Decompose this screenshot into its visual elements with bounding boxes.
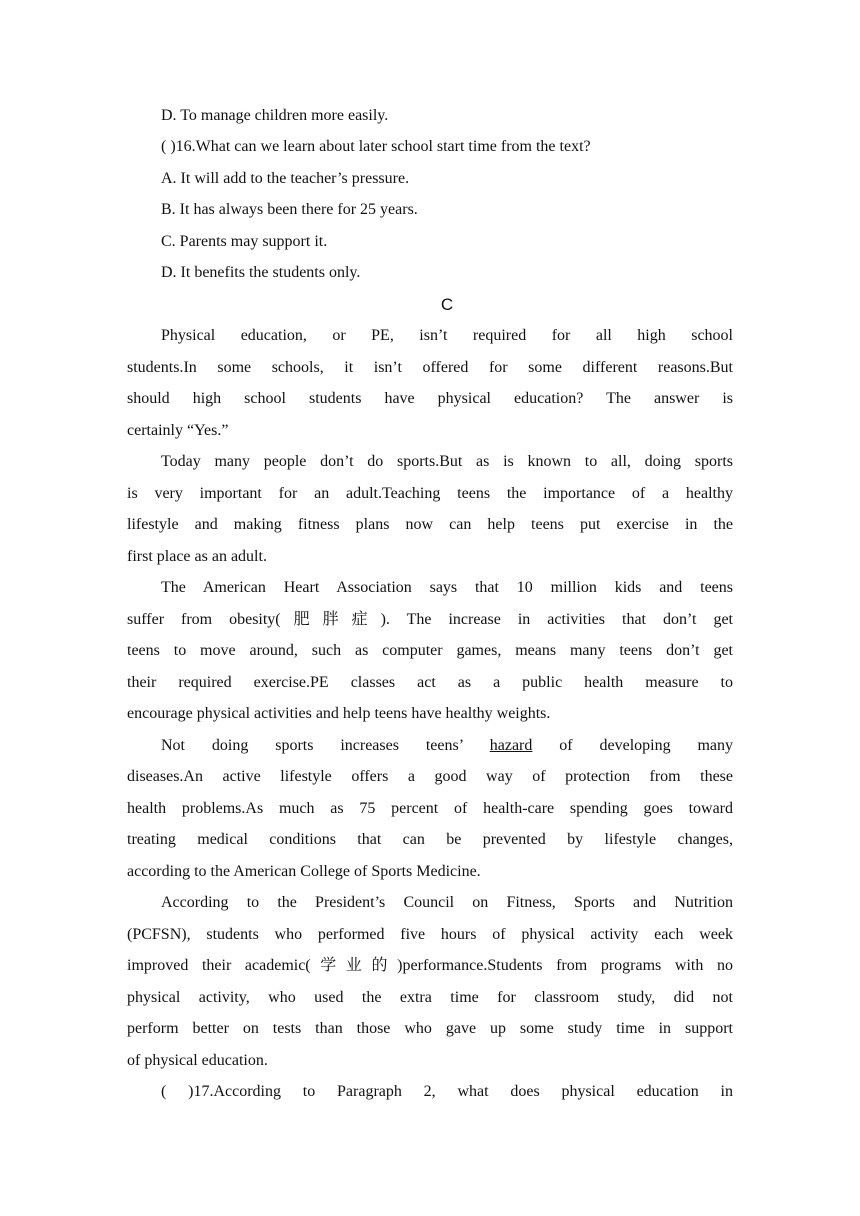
p2-line-1: Today many people don’t do sports.But as is known to all, doing sports	[161, 453, 733, 470]
p4-line-2: diseases.An active lifestyle offers a good way of protection from these	[127, 768, 733, 785]
p2-line-2: is very important for an adult.Teaching teens the importance of a healthy	[127, 485, 733, 502]
p3-line-2: suffer from obesity(肥胖症). The increase in activities that don’t get	[127, 611, 733, 628]
p2-line-3: lifestyle and making fitness plans now can help teens put exercise in the	[127, 516, 733, 533]
underlined-word-hazard: hazard	[489, 737, 533, 754]
p5-line-5: perform better on tests than those who gave up some study time in support	[127, 1020, 733, 1037]
q16-question	[161, 137, 591, 157]
q17-stem: 17.According to Paragraph 2, what does physical education in	[193, 1083, 733, 1100]
p5-line-4: physical activity, who used the extra time for classroom study, did not	[127, 989, 733, 1006]
section-heading: C	[440, 295, 454, 314]
p3-line-5: encourage physical activities and help teens have healthy weights.	[127, 705, 551, 722]
p3-line-3: teens to move around, such as computer games, means many teens don’t get	[127, 642, 733, 659]
p4-line-4: treating medical conditions that can be prevented by lifestyle changes,	[127, 831, 733, 848]
p3-line-1: The American Heart Association says that 10 million kids and teens	[161, 579, 733, 596]
p5-line-2: (PCFSN), students who performed five hours of physical activity each week	[127, 926, 733, 943]
p5-line-6: of physical education.	[127, 1052, 268, 1069]
p1-line-4: certainly “Yes.”	[127, 422, 229, 439]
p2-line-4: first place as an adult.	[127, 548, 267, 565]
p5-line-1: According to the President’s Council on Fitness, Sports and Nutrition	[161, 894, 733, 911]
answer-blank: ( )	[161, 138, 176, 155]
q16-option-d: D. It benefits the students only.	[161, 264, 361, 281]
p4-line-1-before: Not doing sports increases teens’	[161, 737, 463, 754]
p4-line-1	[161, 736, 733, 756]
q16-option-c: C. Parents may support it.	[161, 233, 328, 250]
p1-line-3: should high school students have physical education? The answer is	[127, 390, 733, 407]
q15-option-d: D. To manage children more easily.	[161, 107, 389, 124]
q16-option-b: B. It has always been there for 25 years.	[161, 201, 418, 218]
q17-question	[161, 1082, 733, 1102]
answer-blank: ( )	[161, 1083, 194, 1100]
q16-option-a: A. It will add to the teacher’s pressure.	[161, 170, 410, 187]
p4-line-5: according to the American College of Sports Medicine.	[127, 863, 481, 880]
p1-line-2: students.In some schools, it isn’t offered for some different reasons.But	[127, 359, 733, 376]
p4-line-1-after: of developing many	[559, 737, 733, 754]
q16-stem: 16.What can we learn about later school start time from the text?	[175, 138, 591, 155]
p1-line-1: Physical education, or PE, isn’t required for all high school	[161, 327, 733, 344]
p4-line-3: health problems.As much as 75 percent of health-care spending goes toward	[127, 800, 733, 817]
p5-line-3: improved their academic(学业的)performance.Students from programs with no	[127, 957, 733, 974]
p3-line-4: their required exercise.PE classes act as a public health measure to	[127, 674, 733, 691]
